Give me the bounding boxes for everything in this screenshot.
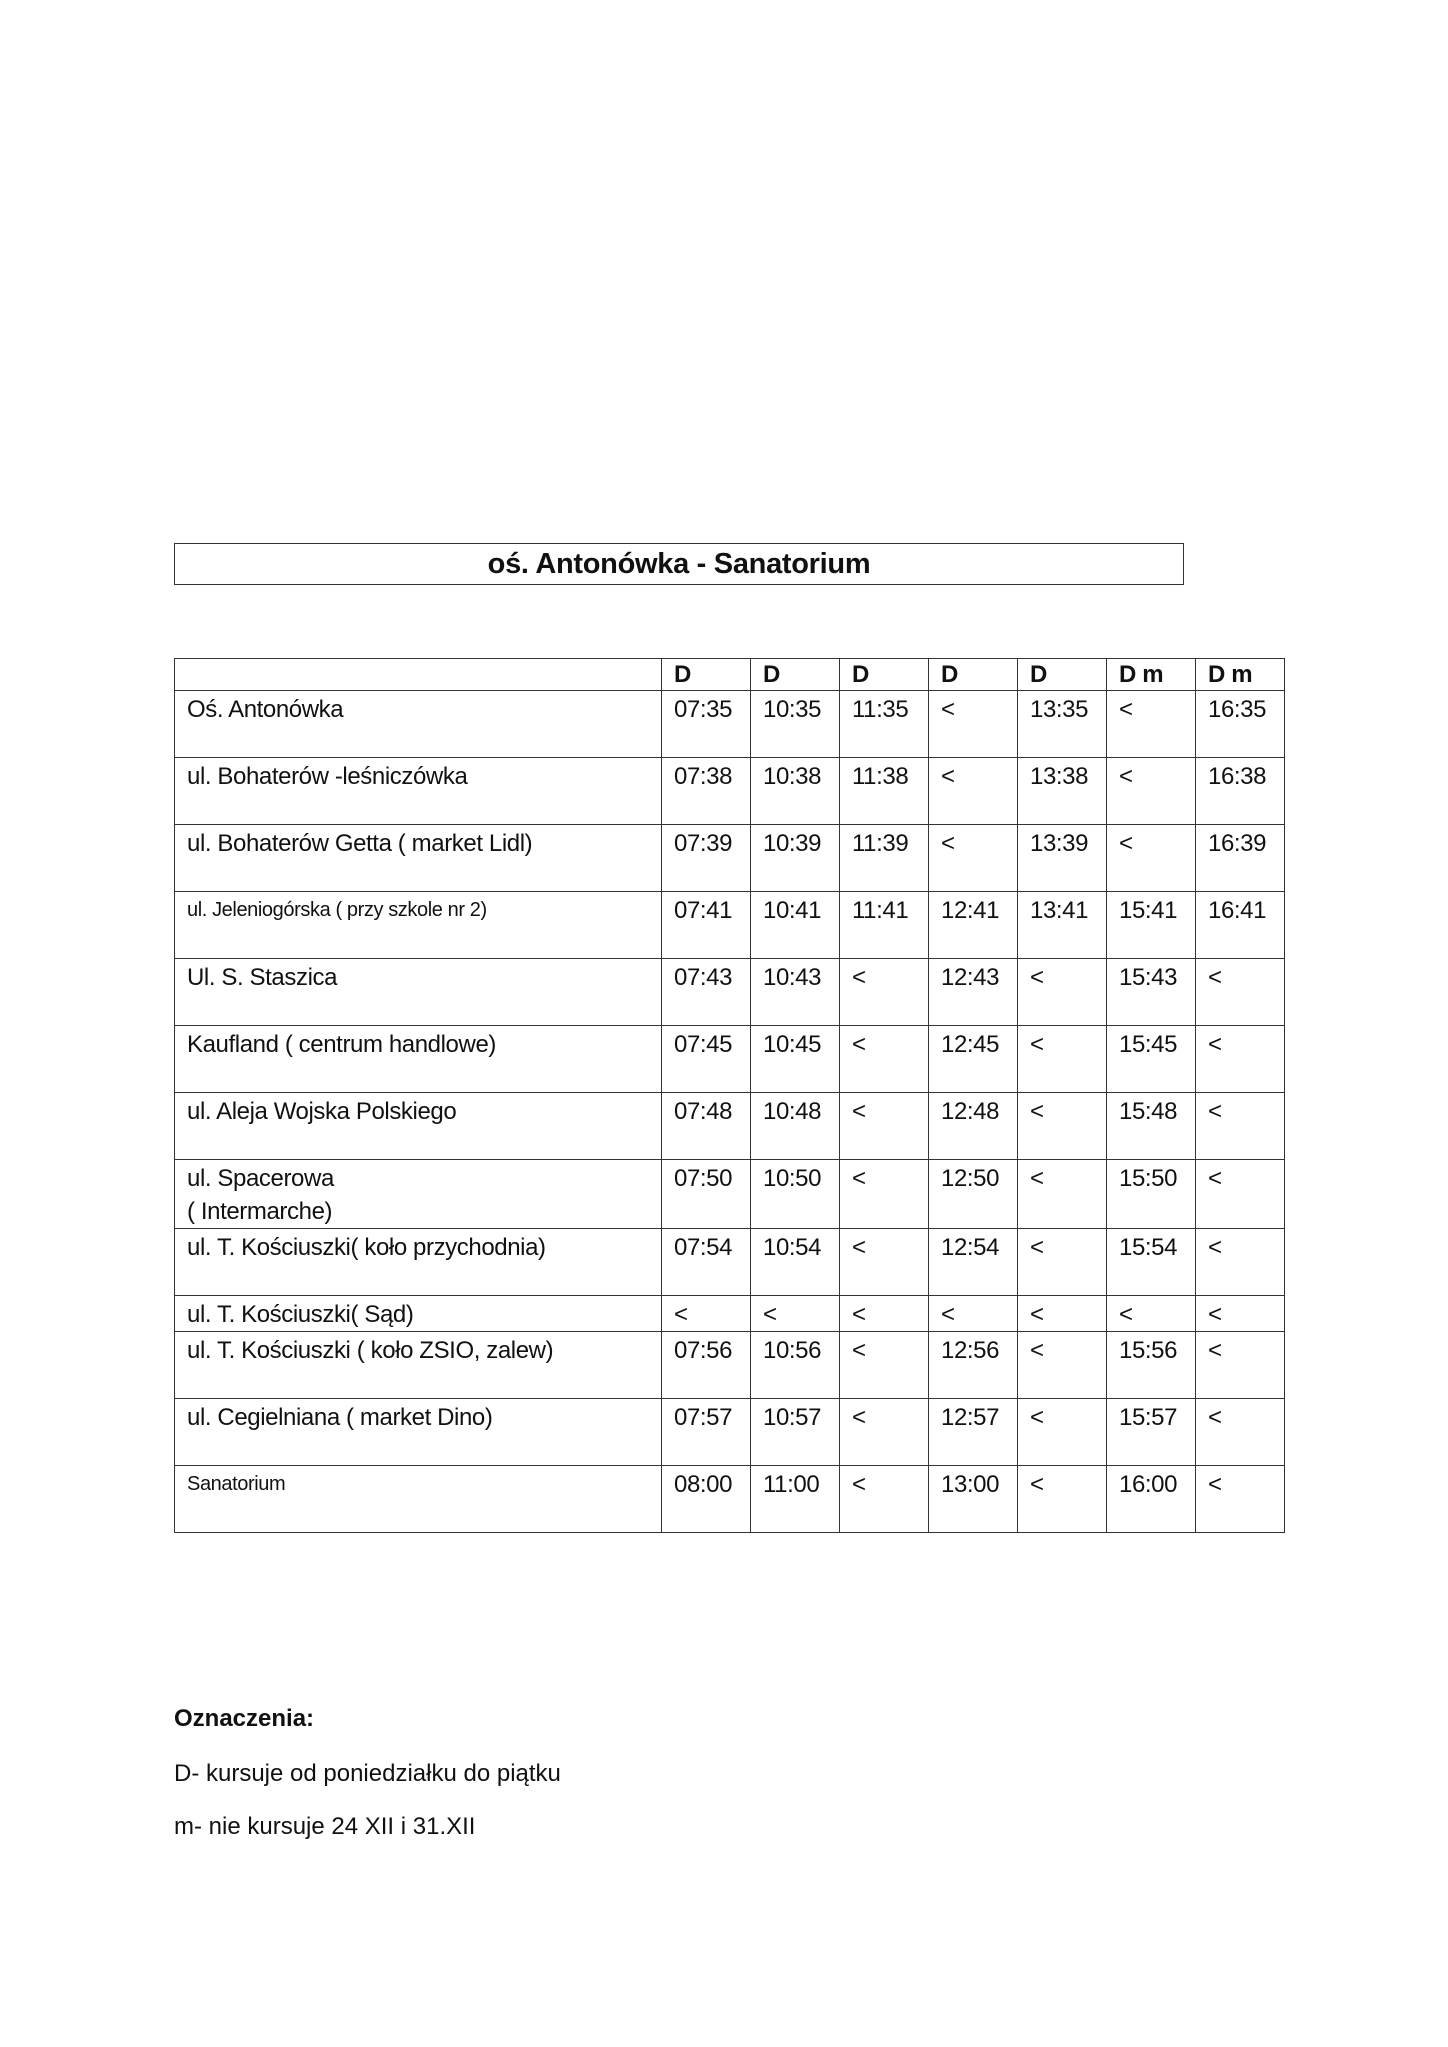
- departure-time: 10:57: [751, 1399, 840, 1466]
- departure-time: <: [840, 1332, 929, 1399]
- departure-time: 12:57: [929, 1399, 1018, 1466]
- departure-time: 16:41: [1196, 892, 1285, 959]
- departure-time: <: [1107, 691, 1196, 758]
- departure-time: 10:50: [751, 1160, 840, 1229]
- departure-time: <: [1018, 959, 1107, 1026]
- departure-time: 07:50: [662, 1160, 751, 1229]
- departure-time: 15:54: [1107, 1229, 1196, 1296]
- departure-time: <: [840, 959, 929, 1026]
- departure-time: <: [929, 758, 1018, 825]
- table-row: [175, 1296, 1285, 1332]
- departure-time: 10:43: [751, 959, 840, 1026]
- departure-time: 12:50: [929, 1160, 1018, 1229]
- departure-time: 12:43: [929, 959, 1018, 1026]
- departure-time: 10:45: [751, 1026, 840, 1093]
- stop-name: ul. T. Kościuszki( koło przychodnia): [175, 1229, 662, 1296]
- departure-time: 08:00: [662, 1466, 751, 1533]
- legend-item-d: D- kursuje od poniedziałku do piątku: [174, 1760, 561, 1787]
- header-row: [175, 659, 1285, 691]
- departure-time: 10:54: [751, 1229, 840, 1296]
- stop-name: Ul. S. Staszica: [175, 959, 662, 1026]
- departure-time: <: [1196, 1093, 1285, 1160]
- departure-time: 07:48: [662, 1093, 751, 1160]
- departure-time: 16:35: [1196, 691, 1285, 758]
- departure-time: <: [840, 1466, 929, 1533]
- departure-time: 07:35: [662, 691, 751, 758]
- header-cell-stop: [175, 659, 662, 691]
- table-row: [175, 1332, 1285, 1399]
- departure-time: <: [1196, 1332, 1285, 1399]
- departure-time: <: [1018, 1026, 1107, 1093]
- departure-time: <: [1196, 1229, 1285, 1296]
- departure-time: 07:45: [662, 1026, 751, 1093]
- departure-time: <: [840, 1160, 929, 1229]
- stop-name: ul. T. Kościuszki ( koło ZSIO, zalew): [175, 1332, 662, 1399]
- departure-time: 15:43: [1107, 959, 1196, 1026]
- departure-time: 07:57: [662, 1399, 751, 1466]
- departure-time: <: [1018, 1466, 1107, 1533]
- departure-time: 07:56: [662, 1332, 751, 1399]
- departure-time: 11:39: [840, 825, 929, 892]
- departure-time: 11:38: [840, 758, 929, 825]
- departure-time: <: [1018, 1160, 1107, 1229]
- departure-time: 10:56: [751, 1332, 840, 1399]
- table-row: [175, 1466, 1285, 1533]
- timetable: [174, 658, 1285, 1533]
- departure-time: 12:56: [929, 1332, 1018, 1399]
- departure-time: 10:41: [751, 892, 840, 959]
- departure-time: <: [1018, 1296, 1107, 1332]
- departure-time: <: [1196, 1026, 1285, 1093]
- departure-time: <: [840, 1399, 929, 1466]
- departure-time: 15:57: [1107, 1399, 1196, 1466]
- legend-heading: Oznaczenia:: [174, 1705, 315, 1732]
- departure-time: 16:38: [1196, 758, 1285, 825]
- table-row: [175, 691, 1285, 758]
- departure-time: <: [1018, 1332, 1107, 1399]
- stop-name: ul. Spacerowa ( Intermarche): [175, 1160, 662, 1229]
- departure-time: 16:00: [1107, 1466, 1196, 1533]
- departure-time: <: [662, 1296, 751, 1332]
- stop-name: Sanatorium: [175, 1466, 662, 1533]
- page-title: oś. Antonówka - Sanatorium: [487, 547, 871, 580]
- departure-time: 11:00: [751, 1466, 840, 1533]
- departure-time: <: [840, 1026, 929, 1093]
- departure-time: 15:56: [1107, 1332, 1196, 1399]
- departure-time: 11:41: [840, 892, 929, 959]
- departure-time: 15:45: [1107, 1026, 1196, 1093]
- header-cell-course: D: [1018, 659, 1107, 691]
- departure-time: <: [1196, 1466, 1285, 1533]
- departure-time: 10:38: [751, 758, 840, 825]
- departure-time: 10:35: [751, 691, 840, 758]
- departure-time: 13:38: [1018, 758, 1107, 825]
- departure-time: <: [840, 1093, 929, 1160]
- table-row: [175, 1229, 1285, 1296]
- departure-time: 15:41: [1107, 892, 1196, 959]
- departure-time: 12:45: [929, 1026, 1018, 1093]
- table-row: [175, 825, 1285, 892]
- departure-time: 07:38: [662, 758, 751, 825]
- departure-time: 13:39: [1018, 825, 1107, 892]
- stop-name: ul. Bohaterów Getta ( market Lidl): [175, 825, 662, 892]
- departure-time: 10:48: [751, 1093, 840, 1160]
- title-box: [174, 543, 1184, 585]
- departure-time: <: [929, 691, 1018, 758]
- header-cell-course: D m: [1196, 659, 1285, 691]
- departure-time: <: [1107, 825, 1196, 892]
- table-row: [175, 1160, 1285, 1229]
- departure-time: 13:00: [929, 1466, 1018, 1533]
- departure-time: <: [840, 1229, 929, 1296]
- stop-name: ul. Cegielniana ( market Dino): [175, 1399, 662, 1466]
- departure-time: 10:39: [751, 825, 840, 892]
- stop-name: Kaufland ( centrum handlowe): [175, 1026, 662, 1093]
- departure-time: <: [1196, 1160, 1285, 1229]
- table-row: [175, 1399, 1285, 1466]
- table-row: [175, 892, 1285, 959]
- departure-time: <: [929, 1296, 1018, 1332]
- departure-time: 07:54: [662, 1229, 751, 1296]
- header-cell-course: D m: [1107, 659, 1196, 691]
- departure-time: <: [1107, 1296, 1196, 1332]
- stop-name: ul. Aleja Wojska Polskiego: [175, 1093, 662, 1160]
- table-row: [175, 959, 1285, 1026]
- departure-time: <: [1107, 758, 1196, 825]
- departure-time: 15:48: [1107, 1093, 1196, 1160]
- header-cell-course: D: [751, 659, 840, 691]
- departure-time: 12:54: [929, 1229, 1018, 1296]
- departure-time: 11:35: [840, 691, 929, 758]
- table-row: [175, 1026, 1285, 1093]
- table-row: [175, 1093, 1285, 1160]
- departure-time: 07:43: [662, 959, 751, 1026]
- departure-time: <: [1196, 1296, 1285, 1332]
- departure-time: 07:41: [662, 892, 751, 959]
- header-cell-course: D: [929, 659, 1018, 691]
- stop-name: Oś. Antonówka: [175, 691, 662, 758]
- header-cell-course: D: [662, 659, 751, 691]
- departure-time: 12:41: [929, 892, 1018, 959]
- departure-time: 07:39: [662, 825, 751, 892]
- header-cell-course: D: [840, 659, 929, 691]
- departure-time: 16:39: [1196, 825, 1285, 892]
- departure-time: 15:50: [1107, 1160, 1196, 1229]
- stop-name: ul. Jeleniogórska ( przy szkole nr 2): [175, 892, 662, 959]
- departure-time: <: [1018, 1093, 1107, 1160]
- departure-time: <: [1196, 959, 1285, 1026]
- departure-time: <: [1018, 1399, 1107, 1466]
- departure-time: <: [929, 825, 1018, 892]
- departure-time: 12:48: [929, 1093, 1018, 1160]
- departure-time: <: [1018, 1229, 1107, 1296]
- departure-time: <: [751, 1296, 840, 1332]
- departure-time: <: [840, 1296, 929, 1332]
- stop-name: ul. T. Kościuszki( Sąd): [175, 1296, 662, 1332]
- stop-name: ul. Bohaterów -leśniczówka: [175, 758, 662, 825]
- departure-time: 13:41: [1018, 892, 1107, 959]
- departure-time: 13:35: [1018, 691, 1107, 758]
- legend-item-m: m- nie kursuje 24 XII i 31.XII: [174, 1813, 476, 1840]
- table-row: [175, 758, 1285, 825]
- departure-time: <: [1196, 1399, 1285, 1466]
